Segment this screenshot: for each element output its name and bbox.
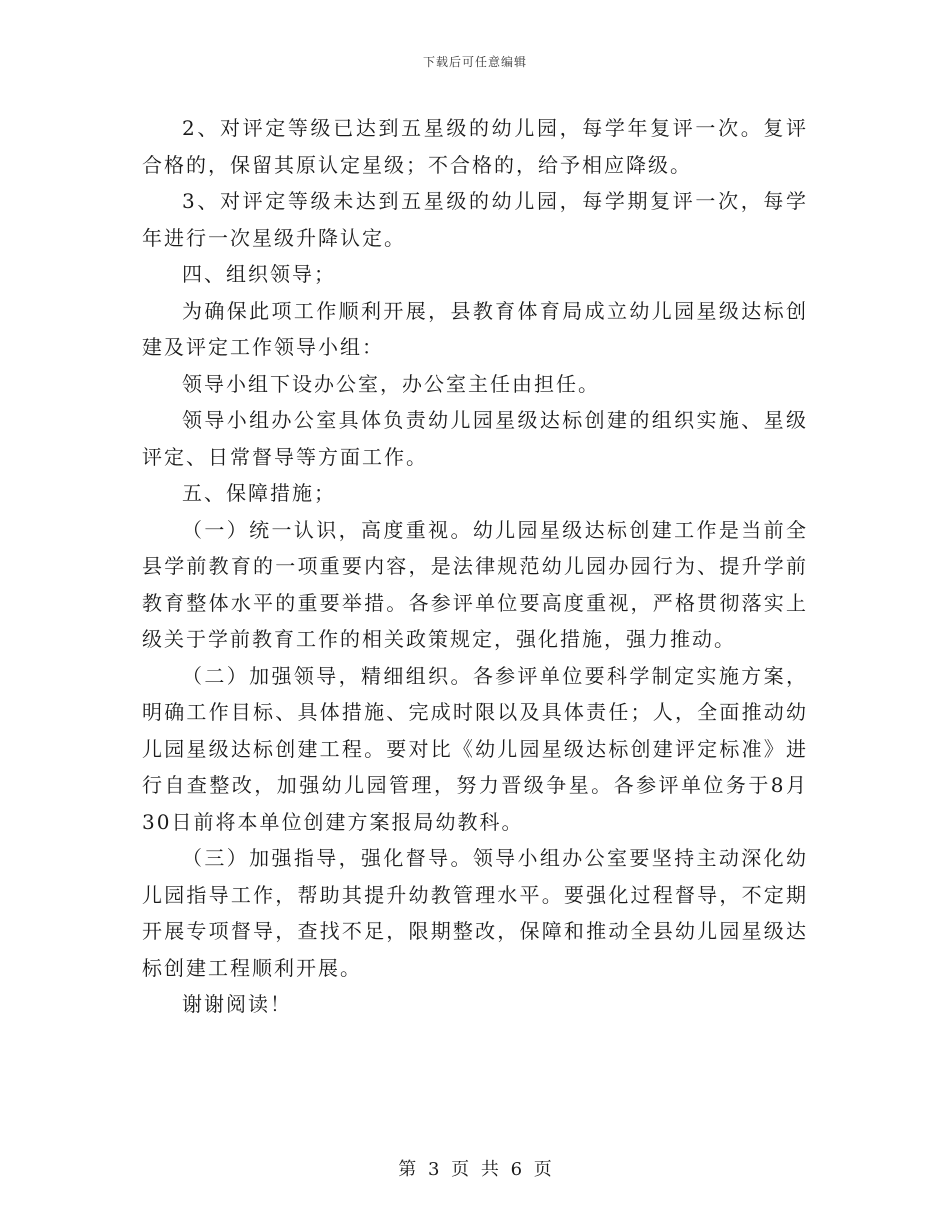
paragraph-measure-three: （三）加强指导，强化督导。领导小组办公室要坚持主动深化幼儿园指导工作，帮助其提升幼教管理水平。要强化过程督导，不定期开展专项督导，查找不足，限期整改，保障和推动全县幼儿园星级达标创建工程顺利开展。 — [142, 846, 808, 980]
paragraph-office-setup: 领导小组下设办公室，办公室主任由担任。 — [182, 371, 600, 396]
page-header: 下载后可任意编辑 — [422, 55, 527, 69]
paragraph-office-duties: 领导小组办公室具体负责幼儿园星级达标创建的组织实施、星级评定、日常督导等方面工作。 — [142, 408, 808, 469]
section-heading-organization: 四、组织领导； — [182, 262, 336, 286]
paragraph-thanks: 谢谢阅读！ — [182, 992, 292, 1016]
paragraph-review-below-five-star: 3、对评定等级未达到五星级的幼儿园，每学期复评一次，每学年进行一次星级升降认定。 — [142, 189, 808, 250]
page-number-footer: 第 3 页 共 6 页 — [398, 1159, 552, 1180]
paragraph-measure-two: （二）加强领导，精细组织。各参评单位要科学制定实施方案，明确工作目标、具体措施、完成时限以及具体责任；人，全面推动幼儿园星级达标创建工程。要对比《幼儿园星级达标创建评定标准》进行自查整改，加强幼儿园管理，努力晋级争星。各参评单位务于8月30日前将本单位创建方案报局幼教科。 — [142, 663, 808, 834]
document-body — [142, 110, 808, 1023]
paragraph-measure-one: （一）统一认识，高度重视。幼儿园星级达标创建工作是当前全县学前教育的一项重要内容，是法律规范幼儿园办园行为、提升学前教育整体水平的重要举措。各参评单位要高度重视，严格贯彻落实上级关于学前教育工作的相关政策规定，强化措施，强力推动。 — [142, 517, 808, 651]
paragraph-leadership-group: 为确保此项工作顺利开展，县教育体育局成立幼儿园星级达标创建及评定工作领导小组： — [142, 298, 808, 359]
section-heading-safeguards: 五、保障措施； — [182, 481, 336, 505]
paragraph-review-five-star: 2、对评定等级已达到五星级的幼儿园，每学年复评一次。复评合格的，保留其原认定星级；不合格的，给予相应降级。 — [142, 116, 808, 177]
